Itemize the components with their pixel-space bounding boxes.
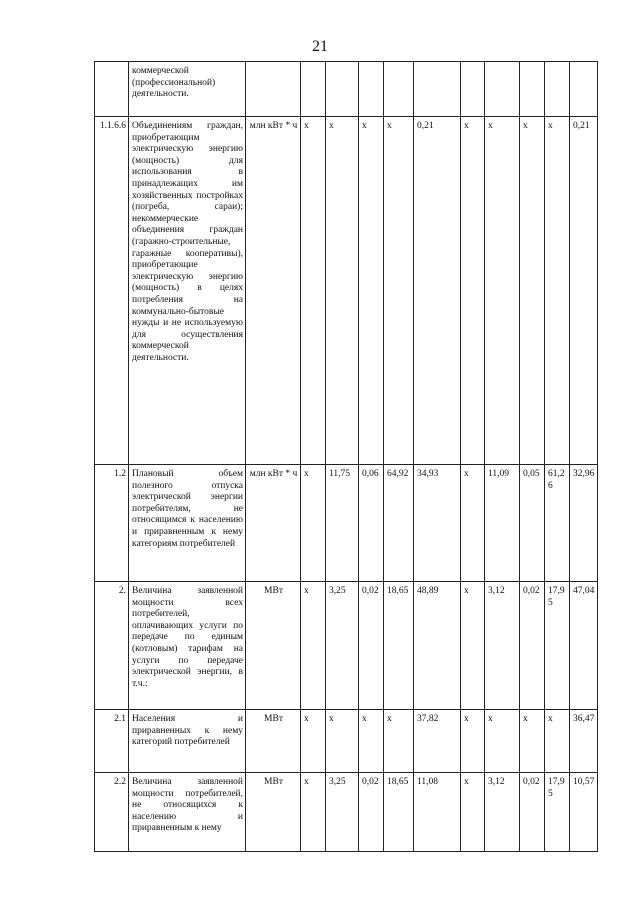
table-row	[95, 465, 598, 582]
unit-cell: МВт	[246, 710, 301, 773]
row-name-cell: коммерческой (профессиональной) деятельности.	[129, 62, 246, 117]
value-cell: х	[384, 710, 414, 773]
row-number-cell: 2.1	[95, 710, 129, 773]
value-cell: х	[301, 773, 326, 852]
unit-cell: млн кВт * ч	[246, 465, 301, 582]
table-row	[95, 773, 598, 852]
value-cell: 34,93	[414, 465, 461, 582]
value-cell: 0,05	[520, 465, 545, 582]
value-cell: 3,25	[326, 582, 359, 710]
row-number-cell: 2.	[95, 582, 129, 710]
value-cell: 61,26	[545, 465, 570, 582]
value-cell: х	[359, 710, 384, 773]
value-cell: 0,06	[359, 465, 384, 582]
value-cell: х	[520, 710, 545, 773]
value-cell: х	[461, 465, 485, 582]
value-cell: 0,02	[520, 582, 545, 710]
value-cell	[301, 62, 326, 117]
row-name-cell: Плановый объем полезного отпуска электрической энергии потребителям, не относящимся к населению и приравненным к нему категориям потребителей	[129, 465, 246, 582]
value-cell: х	[301, 710, 326, 773]
unit-cell: МВт	[246, 773, 301, 852]
value-cell: х	[301, 582, 326, 710]
value-cell: 47,04	[570, 582, 598, 710]
table-row	[95, 710, 598, 773]
tariff-table	[94, 61, 598, 852]
value-cell: 18,65	[384, 773, 414, 852]
value-cell	[414, 62, 461, 117]
row-number-cell: 1.2	[95, 465, 129, 582]
value-cell	[520, 62, 545, 117]
value-cell: х	[359, 117, 384, 465]
value-cell	[384, 62, 414, 117]
value-cell: 0,02	[359, 773, 384, 852]
row-number-cell: 1.1.6.6	[95, 117, 129, 465]
value-cell: 0,21	[414, 117, 461, 465]
row-name-cell: Величина заявленной мощности потребителей, не относящихся к населению и приравненным к нему	[129, 773, 246, 852]
value-cell: 3,12	[485, 773, 520, 852]
value-cell	[326, 62, 359, 117]
row-number-cell	[95, 62, 129, 117]
value-cell: х	[545, 710, 570, 773]
value-cell: х	[461, 773, 485, 852]
value-cell: х	[461, 117, 485, 465]
unit-cell: МВт	[246, 582, 301, 710]
value-cell: 18,65	[384, 582, 414, 710]
table-row	[95, 582, 598, 710]
unit-cell	[246, 62, 301, 117]
value-cell: 11,08	[414, 773, 461, 852]
value-cell	[545, 62, 570, 117]
value-cell: х	[485, 710, 520, 773]
value-cell: х	[461, 582, 485, 710]
value-cell: 10,57	[570, 773, 598, 852]
value-cell: 11,09	[485, 465, 520, 582]
row-number-cell: 2.2	[95, 773, 129, 852]
table-row	[95, 117, 598, 465]
value-cell	[485, 62, 520, 117]
unit-cell: млн кВт * ч	[246, 117, 301, 465]
value-cell: 64,92	[384, 465, 414, 582]
value-cell: 48,89	[414, 582, 461, 710]
value-cell	[570, 62, 598, 117]
row-name-cell: Величина заявленной мощности всех потребителей, оплачивающих услуги по передаче по единым (котловым) тарифам на услуги по передаче электрической энергии, в т.ч.:	[129, 582, 246, 710]
value-cell: х	[326, 710, 359, 773]
value-cell: х	[545, 117, 570, 465]
value-cell: х	[520, 117, 545, 465]
table-row	[95, 62, 598, 117]
value-cell: 3,12	[485, 582, 520, 710]
value-cell: 0,02	[520, 773, 545, 852]
value-cell: 3,25	[326, 773, 359, 852]
value-cell: 0,21	[570, 117, 598, 465]
value-cell: 17,95	[545, 773, 570, 852]
value-cell	[461, 62, 485, 117]
row-name-cell: Объединениям граждан, приобретающим электрическую энергию (мощность) для использования в принадлежащих им хозяйственных постройках (погреба, сараи); некоммерческие объединения граждан (гаражно-строительные, гаражные кооперативы), приобретающие электрическую энергию (мощность) в целях потребления на коммунально-бытовые нужды и не используемую для осуществления коммерческой деятельности.	[129, 117, 246, 465]
value-cell: 0,02	[359, 582, 384, 710]
row-name-cell: Населения и приравненных к нему категорий потребителей	[129, 710, 246, 773]
value-cell: 32,96	[570, 465, 598, 582]
page-number: 21	[312, 38, 328, 55]
value-cell: х	[301, 117, 326, 465]
value-cell: 37,82	[414, 710, 461, 773]
value-cell: х	[384, 117, 414, 465]
value-cell	[359, 62, 384, 117]
value-cell: 17,95	[545, 582, 570, 710]
value-cell: 11,75	[326, 465, 359, 582]
value-cell: 36,47	[570, 710, 598, 773]
value-cell: х	[485, 117, 520, 465]
value-cell: х	[461, 710, 485, 773]
value-cell: х	[326, 117, 359, 465]
value-cell: х	[301, 465, 326, 582]
